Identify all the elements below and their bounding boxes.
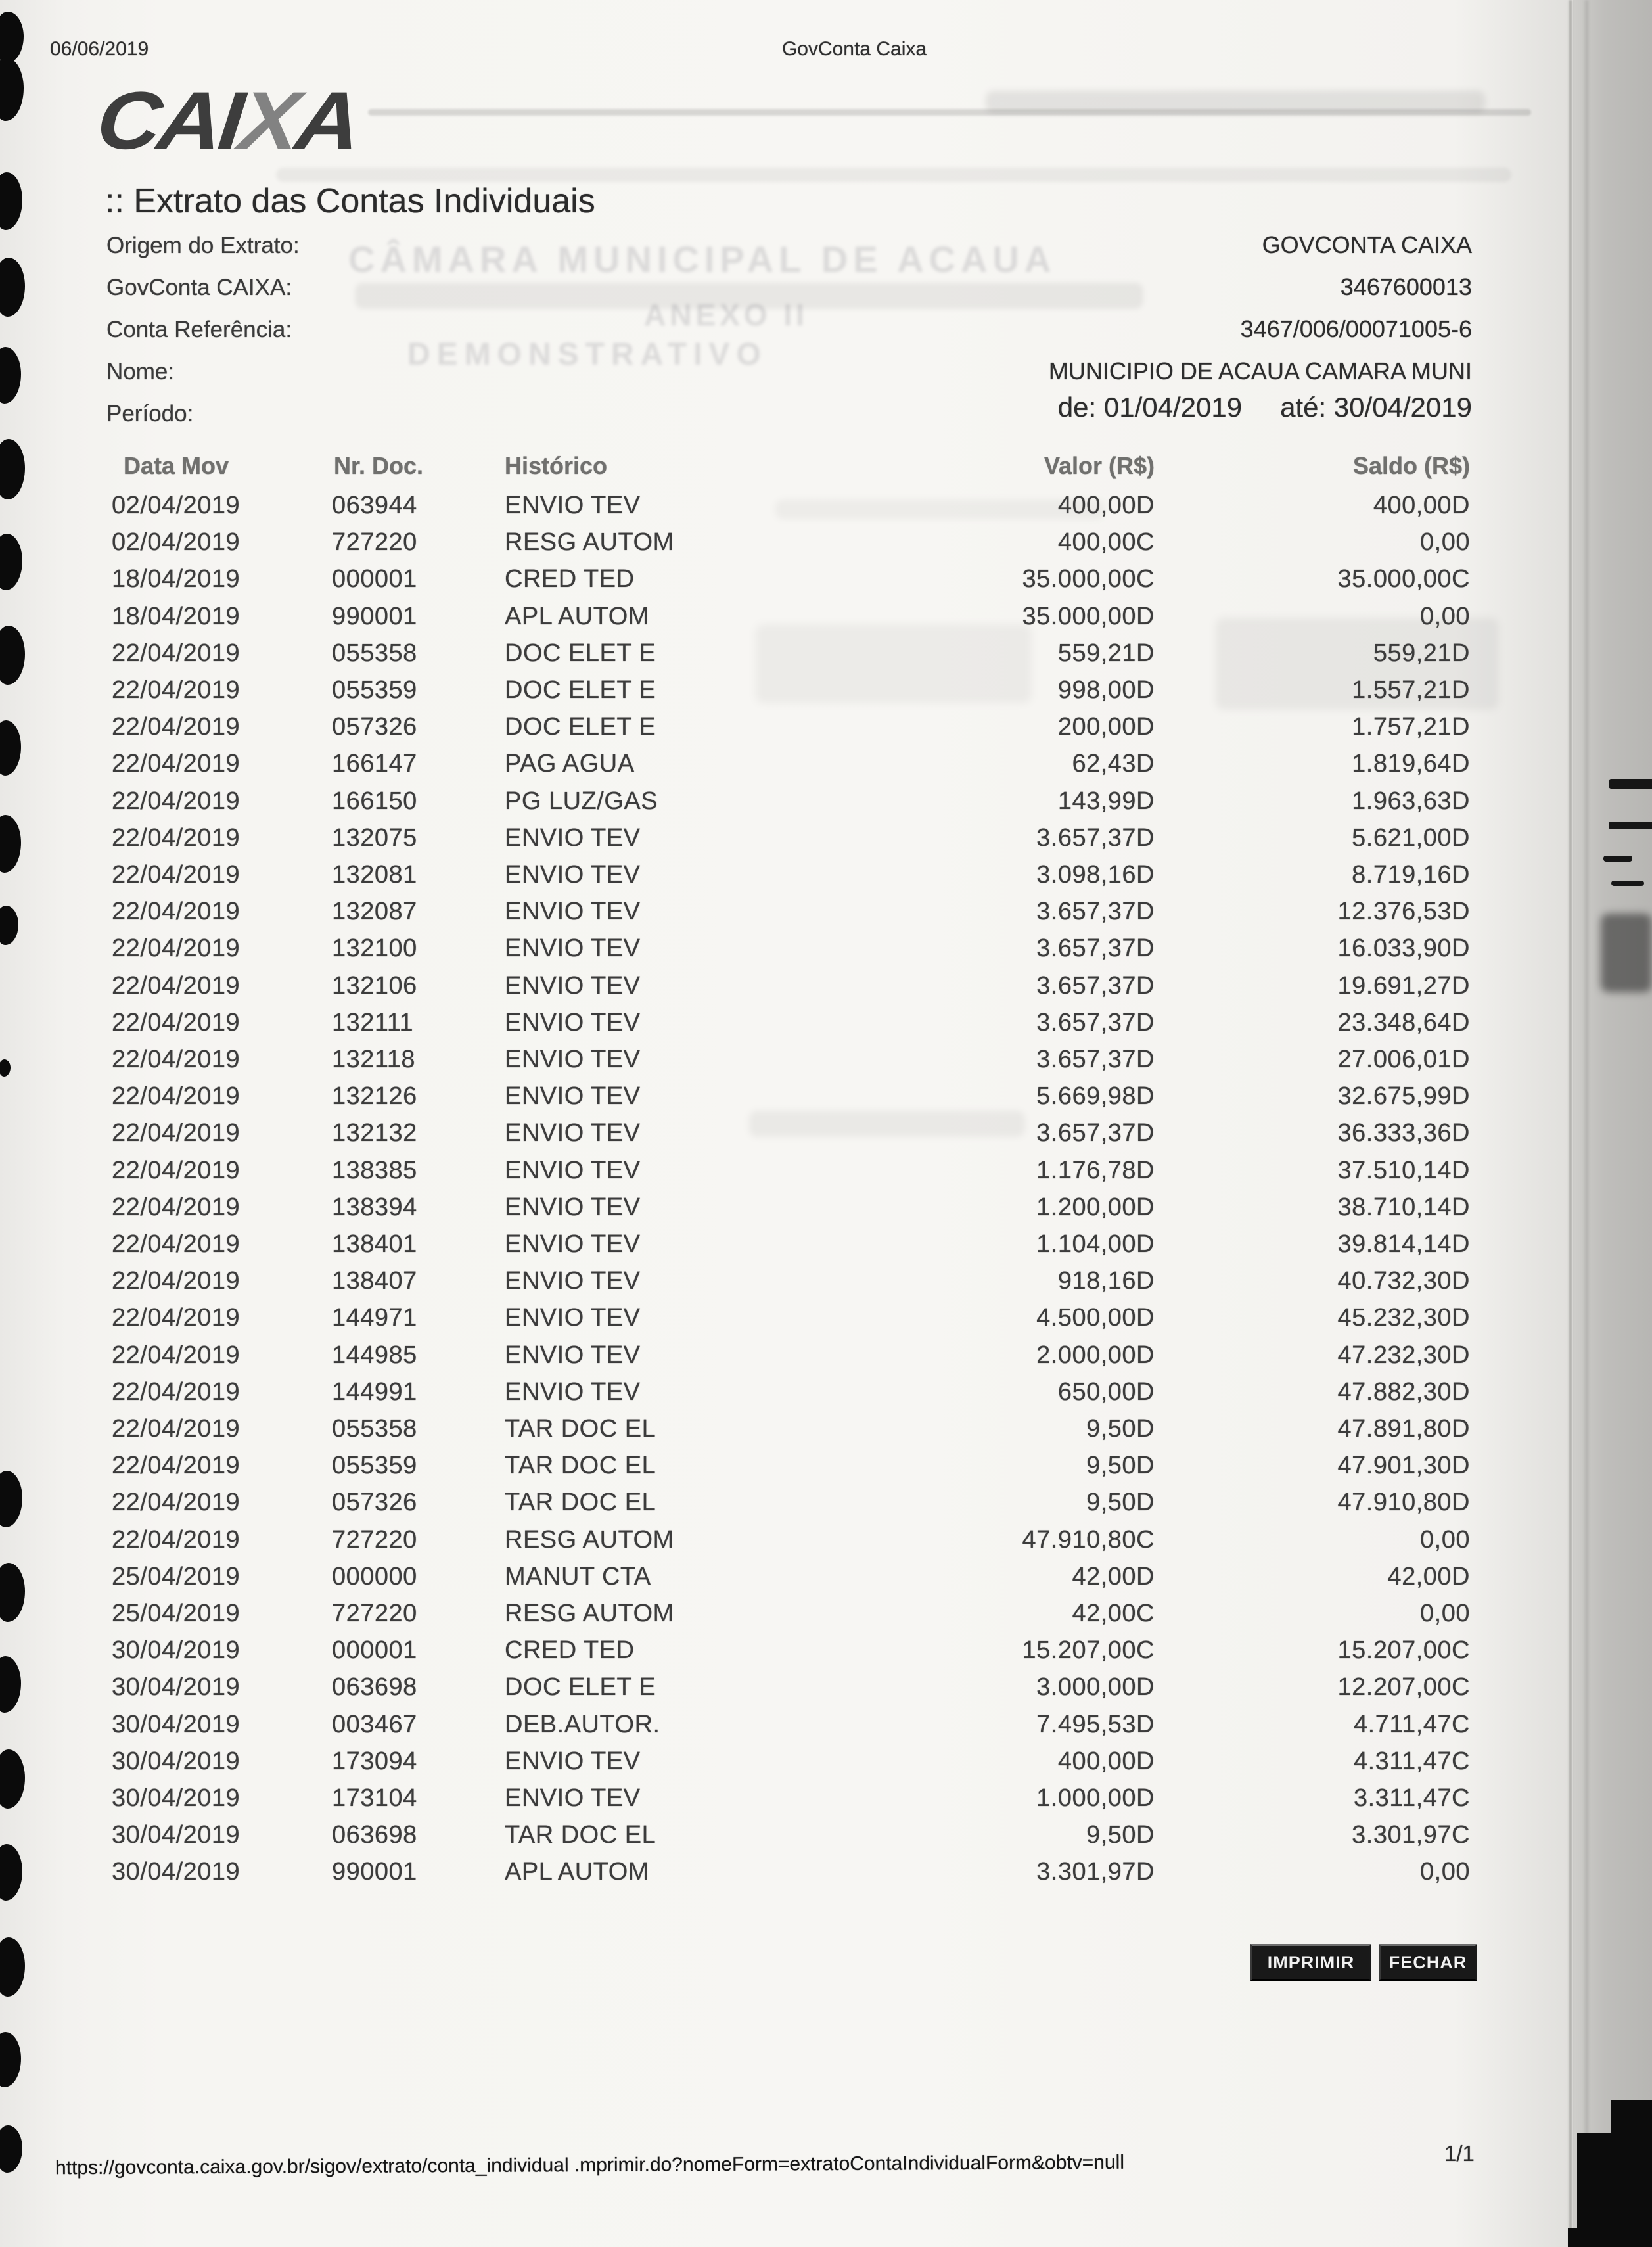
cell-data-mov: 22/04/2019 bbox=[112, 1415, 241, 1443]
cell-saldo: 1.757,21D bbox=[1352, 713, 1470, 741]
binding-hole-mark bbox=[0, 439, 25, 499]
cell-data-mov: 22/04/2019 bbox=[112, 861, 241, 889]
cell-data-mov: 22/04/2019 bbox=[112, 1452, 241, 1480]
cell-historico: ENVIO TEV bbox=[505, 861, 641, 889]
cell-nr-doc: 173094 bbox=[332, 1747, 417, 1775]
imprimir-button[interactable]: IMPRIMIR bbox=[1250, 1944, 1371, 1981]
cell-nr-doc: 057326 bbox=[332, 713, 417, 741]
cell-nr-doc: 132081 bbox=[332, 861, 417, 889]
cell-data-mov: 22/04/2019 bbox=[112, 971, 241, 1000]
cell-historico: ENVIO TEV bbox=[505, 1304, 641, 1332]
table-row bbox=[0, 861, 1652, 898]
cell-historico: TAR DOC EL bbox=[505, 1452, 656, 1480]
cell-historico: ENVIO TEV bbox=[505, 1082, 641, 1111]
info-label-nome: Nome: bbox=[106, 359, 175, 384]
cell-valor: 143,99D bbox=[1057, 787, 1155, 815]
info-label-govconta: GovConta CAIXA: bbox=[106, 275, 292, 300]
page-header-title: GovConta Caixa bbox=[781, 38, 927, 60]
info-label-periodo: Período: bbox=[106, 401, 194, 427]
cell-data-mov: 30/04/2019 bbox=[112, 1784, 241, 1812]
table-row bbox=[0, 1711, 1652, 1748]
cell-historico: ENVIO TEV bbox=[505, 1193, 641, 1221]
cell-valor: 15.207,00C bbox=[1022, 1636, 1155, 1665]
bleed-rule-line bbox=[368, 109, 1531, 116]
table-row bbox=[0, 1230, 1652, 1267]
cell-historico: ENVIO TEV bbox=[505, 1378, 641, 1406]
cell-saldo: 47.901,30D bbox=[1337, 1452, 1470, 1480]
cell-valor: 200,00D bbox=[1057, 713, 1155, 741]
cell-saldo: 47.891,80D bbox=[1337, 1415, 1470, 1443]
cell-nr-doc: 166147 bbox=[332, 750, 417, 778]
cell-historico: ENVIO TEV bbox=[505, 1230, 641, 1258]
cell-saldo: 45.232,30D bbox=[1337, 1304, 1470, 1332]
cell-historico: ENVIO TEV bbox=[505, 1008, 641, 1036]
cell-historico: ENVIO TEV bbox=[505, 935, 641, 963]
table-row bbox=[0, 1415, 1652, 1452]
cell-data-mov: 22/04/2019 bbox=[112, 935, 241, 963]
cell-data-mov: 22/04/2019 bbox=[112, 639, 241, 667]
cell-valor: 62,43D bbox=[1072, 750, 1155, 778]
table-row bbox=[0, 639, 1652, 676]
cell-valor: 9,50D bbox=[1086, 1415, 1155, 1443]
cell-nr-doc: 055359 bbox=[332, 1452, 417, 1480]
cell-saldo: 39.814,14D bbox=[1337, 1230, 1470, 1258]
cell-historico: TAR DOC EL bbox=[505, 1489, 656, 1517]
cell-saldo: 4.711,47C bbox=[1353, 1710, 1470, 1738]
cell-nr-doc: 138394 bbox=[332, 1193, 417, 1221]
cell-saldo: 0,00 bbox=[1420, 602, 1470, 630]
cell-data-mov: 22/04/2019 bbox=[112, 1193, 241, 1221]
edge-smudge bbox=[1601, 914, 1652, 992]
cell-nr-doc: 132075 bbox=[332, 823, 417, 852]
cell-data-mov: 22/04/2019 bbox=[112, 1230, 241, 1258]
table-row bbox=[0, 1267, 1652, 1304]
cell-data-mov: 30/04/2019 bbox=[112, 1636, 241, 1665]
binding-hole-mark bbox=[0, 2125, 22, 2173]
cell-data-mov: 22/04/2019 bbox=[112, 1341, 241, 1369]
cell-data-mov: 22/04/2019 bbox=[112, 787, 241, 815]
cell-data-mov: 22/04/2019 bbox=[112, 1008, 241, 1036]
logo-text-left: CAI bbox=[93, 74, 246, 166]
caixa-logo bbox=[93, 74, 362, 168]
page-title: :: Extrato das Contas Individuais bbox=[105, 182, 595, 220]
cell-saldo: 37.510,14D bbox=[1337, 1156, 1470, 1184]
binding-hole-mark bbox=[0, 347, 21, 404]
cell-saldo: 400,00D bbox=[1373, 492, 1470, 519]
cell-saldo: 0,00 bbox=[1420, 1525, 1470, 1554]
cell-saldo: 559,21D bbox=[1373, 639, 1470, 667]
cell-saldo: 4.311,47C bbox=[1353, 1747, 1470, 1775]
cell-valor: 5.669,98D bbox=[1036, 1082, 1155, 1111]
periodo-de: de: 01/04/2019 bbox=[1057, 392, 1243, 423]
cell-data-mov: 22/04/2019 bbox=[112, 823, 241, 852]
col-header-nr-doc: Nr. Doc. bbox=[334, 452, 424, 479]
cell-historico: MANUT CTA bbox=[505, 1562, 651, 1590]
cell-nr-doc: 055358 bbox=[332, 639, 417, 667]
binding-hole-mark bbox=[0, 1937, 25, 1997]
logo-text-right: A bbox=[291, 74, 362, 166]
table-row bbox=[0, 935, 1652, 971]
binding-hole-mark bbox=[0, 172, 22, 230]
info-value-periodo bbox=[789, 392, 1472, 423]
cell-nr-doc: 727220 bbox=[332, 1525, 417, 1554]
edge-mark bbox=[1611, 881, 1644, 886]
cell-historico: TAR DOC EL bbox=[505, 1821, 656, 1849]
cell-valor: 998,00D bbox=[1057, 676, 1155, 704]
cell-nr-doc: 990001 bbox=[332, 1858, 417, 1886]
periodo-ate: até: 30/04/2019 bbox=[1280, 392, 1472, 423]
info-value-nome: MUNICIPIO DE ACAUA CAMARA MUNI bbox=[1048, 358, 1472, 384]
cell-saldo: 27.006,01D bbox=[1337, 1046, 1470, 1073]
cell-historico: ENVIO TEV bbox=[505, 1046, 641, 1073]
cell-saldo: 38.710,14D bbox=[1337, 1193, 1470, 1221]
cell-data-mov: 25/04/2019 bbox=[112, 1600, 241, 1627]
info-value-govconta: 3467600013 bbox=[1340, 273, 1472, 300]
cell-saldo: 47.910,80D bbox=[1337, 1489, 1470, 1517]
fechar-button[interactable]: FECHAR bbox=[1379, 1944, 1477, 1981]
cell-valor: 3.657,37D bbox=[1036, 823, 1155, 852]
cell-historico: DEB.AUTOR. bbox=[505, 1710, 660, 1738]
cell-historico: ENVIO TEV bbox=[505, 1341, 641, 1369]
cell-saldo: 12.207,00C bbox=[1337, 1673, 1470, 1702]
cell-saldo: 0,00 bbox=[1420, 1858, 1470, 1886]
cell-data-mov: 22/04/2019 bbox=[112, 1304, 241, 1332]
table-row bbox=[0, 1378, 1652, 1415]
cell-historico: PAG AGUA bbox=[505, 750, 635, 778]
cell-nr-doc: 000001 bbox=[332, 1636, 417, 1665]
cell-nr-doc: 166150 bbox=[332, 787, 417, 815]
info-label-conta-referencia: Conta Referência: bbox=[106, 317, 292, 342]
table-row bbox=[0, 1082, 1652, 1119]
cell-historico: DOC ELET E bbox=[505, 1673, 656, 1702]
cell-nr-doc: 063698 bbox=[332, 1673, 417, 1702]
cell-historico: ENVIO TEV bbox=[505, 823, 641, 852]
cell-saldo: 19.691,27D bbox=[1337, 971, 1470, 1000]
table-row bbox=[0, 1341, 1652, 1378]
cell-nr-doc: 063944 bbox=[332, 492, 417, 519]
cell-saldo: 36.333,36D bbox=[1337, 1119, 1470, 1147]
cell-valor: 650,00D bbox=[1057, 1378, 1155, 1406]
table-row bbox=[0, 824, 1652, 861]
table-row bbox=[0, 1193, 1652, 1230]
cell-valor: 3.657,37D bbox=[1036, 971, 1155, 1000]
cell-valor: 400,00D bbox=[1057, 492, 1155, 519]
edge-mark bbox=[1609, 822, 1652, 829]
cell-historico: APL AUTOM bbox=[505, 602, 649, 630]
bleed-smudge bbox=[276, 168, 1511, 182]
paper-edge-line bbox=[1569, 0, 1572, 2247]
cell-saldo: 1.963,63D bbox=[1352, 787, 1470, 815]
bleed-text-line: CÂMARA MUNICIPAL DE ACAUA bbox=[348, 239, 1057, 280]
cell-data-mov: 22/04/2019 bbox=[112, 713, 241, 741]
cell-nr-doc: 173104 bbox=[332, 1784, 417, 1812]
page-indicator: 1/1 bbox=[1444, 2141, 1475, 2166]
cell-data-mov: 22/04/2019 bbox=[112, 676, 241, 704]
cell-historico: DOC ELET E bbox=[505, 639, 656, 667]
table-row bbox=[0, 1304, 1652, 1341]
cell-valor: 3.657,37D bbox=[1036, 898, 1155, 926]
table-row bbox=[0, 1563, 1652, 1600]
table-row bbox=[0, 1009, 1652, 1046]
binding-hole-mark bbox=[0, 58, 24, 121]
table-row bbox=[0, 1821, 1652, 1858]
binding-hole-mark bbox=[0, 12, 24, 63]
cell-valor: 3.657,37D bbox=[1036, 935, 1155, 963]
cell-data-mov: 22/04/2019 bbox=[112, 1082, 241, 1111]
cell-nr-doc: 138385 bbox=[332, 1156, 417, 1184]
cell-valor: 9,50D bbox=[1086, 1821, 1155, 1849]
table-row bbox=[0, 676, 1652, 713]
cell-valor: 1.000,00D bbox=[1036, 1784, 1155, 1812]
cell-valor: 2.000,00D bbox=[1036, 1341, 1155, 1369]
cell-historico: RESG AUTOM bbox=[505, 1525, 674, 1554]
table-row bbox=[0, 1157, 1652, 1193]
cell-data-mov: 25/04/2019 bbox=[112, 1562, 241, 1590]
table-row bbox=[0, 1748, 1652, 1784]
cell-valor: 47.910,80C bbox=[1022, 1525, 1155, 1554]
cell-valor: 3.657,37D bbox=[1036, 1119, 1155, 1147]
table-row bbox=[0, 1636, 1652, 1673]
table-row bbox=[0, 1452, 1652, 1489]
cell-data-mov: 22/04/2019 bbox=[112, 1156, 241, 1184]
cell-data-mov: 22/04/2019 bbox=[112, 1525, 241, 1554]
cell-valor: 3.301,97D bbox=[1036, 1858, 1155, 1886]
cell-data-mov: 02/04/2019 bbox=[112, 492, 241, 519]
cell-historico: TAR DOC EL bbox=[505, 1415, 656, 1443]
cell-saldo: 15.207,00C bbox=[1337, 1636, 1470, 1665]
col-header-data-mov: Data Mov bbox=[124, 452, 229, 479]
cell-data-mov: 30/04/2019 bbox=[112, 1710, 241, 1738]
cell-saldo: 23.348,64D bbox=[1337, 1008, 1470, 1036]
cell-nr-doc: 132132 bbox=[332, 1119, 417, 1147]
cell-valor: 3.657,37D bbox=[1036, 1008, 1155, 1036]
cell-historico: CRED TED bbox=[505, 565, 635, 593]
col-header-valor: Valor (R$) bbox=[1044, 452, 1155, 479]
cell-historico: APL AUTOM bbox=[505, 1858, 649, 1886]
cell-data-mov: 18/04/2019 bbox=[112, 602, 241, 630]
table-row bbox=[0, 972, 1652, 1009]
cell-data-mov: 02/04/2019 bbox=[112, 528, 241, 557]
cell-saldo: 35.000,00C bbox=[1337, 565, 1470, 593]
cell-valor: 1.104,00D bbox=[1036, 1230, 1155, 1258]
cell-historico: DOC ELET E bbox=[505, 713, 656, 741]
cell-nr-doc: 057326 bbox=[332, 1489, 417, 1517]
cell-valor: 35.000,00D bbox=[1022, 602, 1155, 630]
cell-data-mov: 30/04/2019 bbox=[112, 1821, 241, 1849]
cell-saldo: 47.882,30D bbox=[1337, 1378, 1470, 1406]
cell-valor: 42,00C bbox=[1072, 1600, 1155, 1627]
info-label-origem: Origem do Extrato: bbox=[106, 233, 300, 258]
cell-valor: 3.000,00D bbox=[1036, 1673, 1155, 1702]
cell-valor: 35.000,00C bbox=[1022, 565, 1155, 593]
cell-historico: DOC ELET E bbox=[505, 676, 656, 704]
edge-mark bbox=[1603, 856, 1632, 862]
cell-valor: 9,50D bbox=[1086, 1452, 1155, 1480]
cell-saldo: 47.232,30D bbox=[1337, 1341, 1470, 1369]
cell-historico: ENVIO TEV bbox=[505, 1267, 641, 1295]
cell-nr-doc: 144985 bbox=[332, 1341, 417, 1369]
table-row bbox=[0, 713, 1652, 750]
cell-historico: CRED TED bbox=[505, 1636, 635, 1665]
cell-nr-doc: 144971 bbox=[332, 1304, 417, 1332]
binding-hole-mark bbox=[0, 258, 25, 317]
cell-data-mov: 22/04/2019 bbox=[112, 1267, 241, 1295]
table-row bbox=[0, 1858, 1652, 1895]
info-value-conta-referencia: 3467/006/00071005-6 bbox=[1240, 315, 1472, 342]
cell-valor: 3.098,16D bbox=[1036, 861, 1155, 889]
table-row bbox=[0, 750, 1652, 787]
cell-valor: 400,00C bbox=[1057, 528, 1155, 557]
cell-saldo: 3.311,47C bbox=[1353, 1784, 1470, 1812]
cell-valor: 42,00D bbox=[1072, 1562, 1155, 1590]
cell-nr-doc: 727220 bbox=[332, 1600, 417, 1627]
table-row bbox=[0, 1046, 1652, 1082]
cell-data-mov: 22/04/2019 bbox=[112, 1046, 241, 1073]
cell-saldo: 1.557,21D bbox=[1352, 676, 1470, 704]
cell-data-mov: 30/04/2019 bbox=[112, 1673, 241, 1702]
cell-saldo: 1.819,64D bbox=[1352, 750, 1470, 778]
cell-historico: ENVIO TEV bbox=[505, 1784, 641, 1812]
logo-x-glyph: X bbox=[235, 74, 302, 166]
cell-saldo: 40.732,30D bbox=[1337, 1267, 1470, 1295]
cell-saldo: 0,00 bbox=[1420, 528, 1470, 557]
cell-saldo: 3.301,97C bbox=[1352, 1821, 1470, 1849]
table-row bbox=[0, 603, 1652, 639]
binding-hole-mark bbox=[0, 2032, 21, 2087]
table-row bbox=[0, 1119, 1652, 1156]
cell-nr-doc: 132106 bbox=[332, 971, 417, 1000]
cell-data-mov: 22/04/2019 bbox=[112, 750, 241, 778]
cell-historico: ENVIO TEV bbox=[505, 1747, 641, 1775]
info-value-origem: GOVCONTA CAIXA bbox=[1262, 231, 1472, 258]
cell-nr-doc: 144991 bbox=[332, 1378, 417, 1406]
scanner-shadow-corner bbox=[1568, 2228, 1652, 2247]
table-row bbox=[0, 1784, 1652, 1821]
cell-saldo: 32.675,99D bbox=[1337, 1082, 1470, 1111]
cell-nr-doc: 132111 bbox=[332, 1008, 414, 1036]
cell-valor: 918,16D bbox=[1057, 1267, 1155, 1295]
paper-edge-shadow bbox=[1585, 0, 1588, 2247]
cell-valor: 9,50D bbox=[1086, 1489, 1155, 1517]
cell-data-mov: 22/04/2019 bbox=[112, 1489, 241, 1517]
cell-data-mov: 22/04/2019 bbox=[112, 1119, 241, 1147]
cell-nr-doc: 132087 bbox=[332, 898, 417, 926]
cell-saldo: 0,00 bbox=[1420, 1600, 1470, 1627]
edge-mark bbox=[1609, 779, 1652, 789]
table-row bbox=[0, 898, 1652, 935]
cell-valor: 559,21D bbox=[1057, 639, 1155, 667]
table-row bbox=[0, 787, 1652, 824]
table-row bbox=[0, 492, 1652, 528]
table-row bbox=[0, 528, 1652, 565]
cell-nr-doc: 055359 bbox=[332, 676, 417, 704]
cell-historico: PG LUZ/GAS bbox=[505, 787, 658, 815]
cell-nr-doc: 132126 bbox=[332, 1082, 417, 1111]
cell-data-mov: 30/04/2019 bbox=[112, 1747, 241, 1775]
cell-historico: ENVIO TEV bbox=[505, 1119, 641, 1147]
cell-valor: 3.657,37D bbox=[1036, 1046, 1155, 1073]
cell-historico: RESG AUTOM bbox=[505, 1600, 674, 1627]
cell-valor: 1.176,78D bbox=[1036, 1156, 1155, 1184]
cell-historico: ENVIO TEV bbox=[505, 492, 641, 519]
cell-historico: RESG AUTOM bbox=[505, 528, 674, 557]
table-row bbox=[0, 1526, 1652, 1563]
cell-saldo: 16.033,90D bbox=[1337, 935, 1470, 963]
cell-saldo: 8.719,16D bbox=[1352, 861, 1470, 889]
cell-saldo: 42,00D bbox=[1387, 1562, 1470, 1590]
cell-nr-doc: 727220 bbox=[332, 528, 417, 557]
cell-historico: ENVIO TEV bbox=[505, 898, 641, 926]
cell-data-mov: 30/04/2019 bbox=[112, 1858, 241, 1886]
cell-nr-doc: 055358 bbox=[332, 1415, 417, 1443]
cell-saldo: 12.376,53D bbox=[1337, 898, 1470, 926]
table-row bbox=[0, 1673, 1652, 1710]
cell-nr-doc: 132118 bbox=[332, 1046, 415, 1073]
col-header-historico: Histórico bbox=[505, 452, 608, 479]
cell-nr-doc: 138401 bbox=[332, 1230, 417, 1258]
col-header-saldo: Saldo (R$) bbox=[1352, 452, 1470, 479]
printed-date: 06/06/2019 bbox=[50, 38, 149, 60]
cell-historico: ENVIO TEV bbox=[505, 971, 641, 1000]
cell-nr-doc: 000000 bbox=[332, 1562, 417, 1590]
cell-nr-doc: 132100 bbox=[332, 935, 417, 963]
bleed-text-line: DEMONSTRATIVO bbox=[407, 337, 768, 372]
cell-valor: 400,00D bbox=[1057, 1747, 1155, 1775]
cell-valor: 1.200,00D bbox=[1036, 1193, 1155, 1221]
cell-nr-doc: 000001 bbox=[332, 565, 417, 593]
cell-nr-doc: 138407 bbox=[332, 1267, 417, 1295]
cell-data-mov: 22/04/2019 bbox=[112, 898, 241, 926]
footer-url: https://govconta.caixa.gov.br/sigov/extrato/conta_individual .mprimir.do?nomeForm=extratoContaIndividualForm&obtv=null bbox=[55, 2151, 1125, 2179]
cell-valor: 7.495,53D bbox=[1036, 1710, 1155, 1738]
bleed-text-line: ANEXO II bbox=[644, 298, 808, 332]
cell-nr-doc: 990001 bbox=[332, 602, 417, 630]
cell-data-mov: 18/04/2019 bbox=[112, 565, 241, 593]
cell-nr-doc: 063698 bbox=[332, 1821, 417, 1849]
cell-historico: ENVIO TEV bbox=[505, 1156, 641, 1184]
table-row bbox=[0, 565, 1652, 602]
cell-valor: 4.500,00D bbox=[1036, 1304, 1155, 1332]
scanner-shadow-corner bbox=[1611, 2100, 1652, 2136]
cell-saldo: 5.621,00D bbox=[1352, 823, 1470, 852]
cell-data-mov: 22/04/2019 bbox=[112, 1378, 241, 1406]
cell-nr-doc: 003467 bbox=[332, 1710, 417, 1738]
table-row bbox=[0, 1600, 1652, 1636]
table-row bbox=[0, 1489, 1652, 1525]
